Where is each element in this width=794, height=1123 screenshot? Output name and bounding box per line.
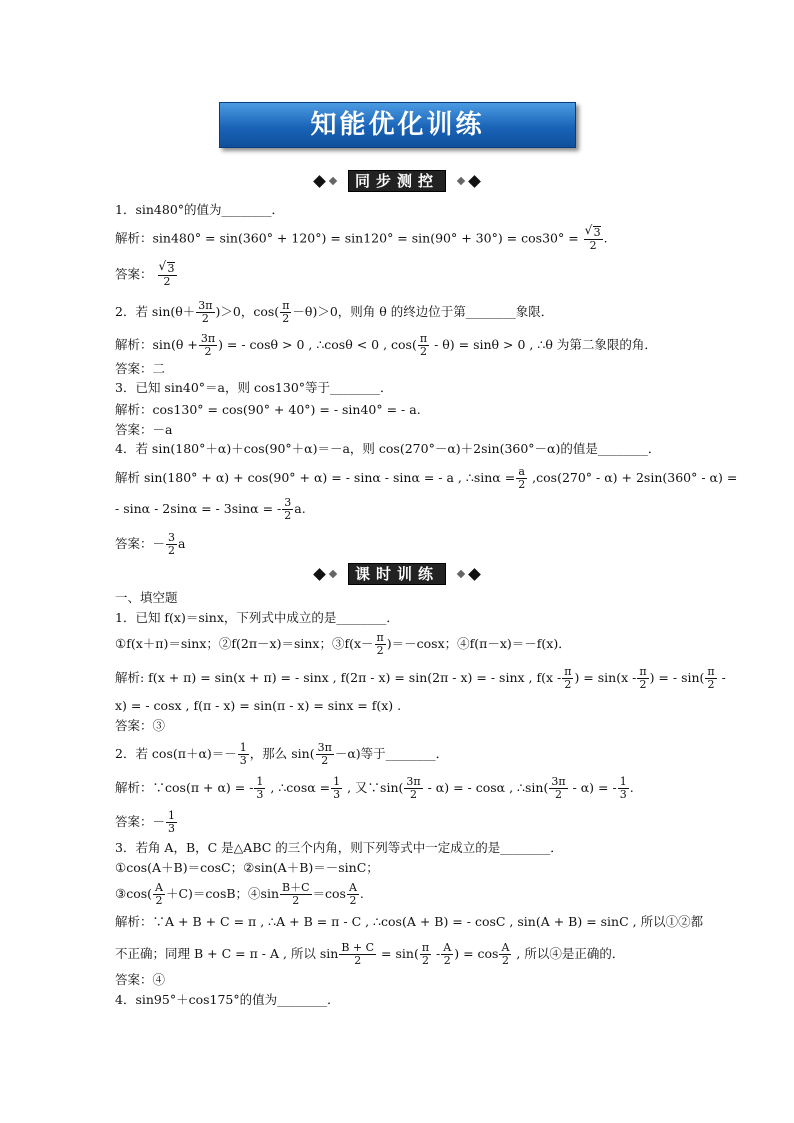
k-solution-3-cont — [115, 942, 624, 967]
text: )＝－cosx；④f(π－x)＝－f(x)． — [386, 636, 571, 651]
fraction — [280, 300, 291, 325]
num: 3π — [551, 775, 566, 788]
num: a — [518, 465, 525, 478]
num: 3 — [168, 531, 176, 544]
sqrt: √ 3 — [167, 262, 175, 275]
text: 答案： — [115, 266, 153, 282]
k-question-4: 4．sin95°＋cos175°的值为________． — [115, 992, 340, 1007]
fraction — [637, 666, 648, 691]
num: π — [564, 665, 572, 678]
answer-2: 答案：二 — [115, 361, 166, 376]
den: 2 — [410, 788, 417, 801]
num: A — [443, 941, 452, 954]
fraction — [584, 226, 603, 252]
den: 2 — [554, 788, 562, 801]
text: . — [603, 230, 608, 246]
fraction — [316, 742, 334, 767]
text: ①f(x＋π)＝sinx；②f(2π－x)＝sinx；③f(x－ — [115, 636, 374, 651]
den: 2 — [707, 678, 715, 691]
num: π — [421, 941, 430, 954]
num: π — [639, 665, 647, 678]
solution-3: 解析：cos130° = cos(90° + 40°) = - sin40° = - a. — [115, 402, 421, 417]
text: - sinα - 2sinα = - 3sinα = - — [115, 501, 282, 516]
k-options-3a: ①cos(A＋B)＝cosC；②sin(A＋B)＝－sinC； — [115, 860, 379, 875]
fraction — [549, 776, 567, 801]
text: - — [432, 946, 441, 961]
fraction — [254, 776, 265, 801]
solution-4 — [115, 466, 737, 491]
text: ) = sin(x - — [574, 670, 637, 685]
solution-4-cont — [115, 497, 306, 522]
k-question-2 — [115, 742, 448, 767]
text: - α) = - cosα , ∴sin( — [423, 780, 549, 795]
num: 3π — [198, 299, 213, 312]
question-2 — [115, 300, 553, 325]
k-question-3: 3．若角 A，B，C 是△ABC 的三个内角，则下列等式中一定成立的是________． — [115, 840, 563, 855]
num: 3 — [284, 496, 292, 509]
solution-1 — [115, 226, 608, 252]
k-solution-1 — [115, 666, 726, 691]
diamond-icon — [457, 177, 465, 185]
page-banner: 知能优化训练 — [219, 102, 576, 148]
text: 解析: f(x + π) = sin(x + π) = - sinx , f(2π - x) = sin(2π - x) = - sinx , f(x - — [115, 670, 562, 685]
den: 2 — [518, 478, 526, 491]
num: 1 — [333, 775, 341, 788]
text: ＝cos — [312, 886, 346, 901]
den: 2 — [443, 954, 451, 967]
den: 2 — [284, 509, 292, 522]
question-3: 3．已知 sin40°＝a，则 cos130°等于________． — [115, 380, 393, 395]
fraction — [499, 942, 511, 967]
text: －θ)＞0，则角 θ 的终边位于第________象限． — [292, 304, 554, 319]
text: - θ) = sinθ > 0 , ∴θ 为第二象限的角． — [430, 337, 657, 352]
diamond-icon — [468, 568, 481, 581]
fraction — [420, 942, 431, 967]
den: 2 — [564, 678, 572, 691]
fraction — [238, 742, 249, 767]
section-sync-header — [0, 170, 794, 192]
den: 2 — [292, 894, 300, 907]
den: 2 — [589, 239, 597, 252]
den: 3 — [256, 788, 264, 801]
num: B + C — [341, 941, 375, 954]
text: ) = - sin( — [649, 670, 705, 685]
text: )＞0，cos( — [215, 304, 280, 319]
fraction — [418, 333, 429, 358]
num: 1 — [256, 775, 264, 788]
text: 不正确；同理 B + C = π - A , 所以 sin — [115, 946, 339, 961]
num: 3π — [200, 332, 216, 345]
diamond-icon — [457, 570, 465, 578]
text: = sin( — [377, 946, 419, 961]
text: －α)等于________． — [334, 746, 449, 761]
den: 2 — [168, 544, 176, 557]
text: - — [717, 670, 726, 685]
diamond-icon — [313, 175, 326, 188]
section-lesson-header — [0, 563, 794, 585]
text: 答案：－ — [115, 536, 166, 551]
diamond-icon — [313, 568, 326, 581]
text: , 所以④是正确的． — [512, 946, 625, 961]
fraction — [153, 882, 165, 907]
text: ＋C)＝cosB；④sin — [165, 886, 280, 901]
num: A — [501, 941, 510, 954]
text: 答案：－ — [115, 814, 166, 829]
section-label: 课时训练 — [348, 563, 446, 585]
text: - α) = - — [568, 780, 617, 795]
num: π — [376, 631, 384, 644]
text: a — [178, 536, 186, 551]
den: 2 — [349, 894, 357, 907]
k-options-3b — [115, 882, 364, 907]
fraction — [282, 497, 293, 522]
den: 2 — [204, 345, 212, 358]
answer-4 — [115, 532, 185, 557]
fraction — [331, 776, 342, 801]
num: 3π — [317, 741, 332, 754]
text: 2．若 sin(θ＋ — [115, 304, 196, 319]
text: ③cos( — [115, 886, 153, 901]
fraction — [196, 300, 214, 325]
den: 2 — [201, 312, 209, 325]
text: ) = cos — [454, 946, 499, 961]
text: ,cos(270° - α) + 2sin(360° - α) = — [528, 470, 738, 485]
num: π — [419, 332, 428, 345]
text: 解析：∵cos(π + α) = - — [115, 780, 254, 795]
num: π — [707, 665, 715, 678]
fill-title: 一、填空题 — [115, 590, 178, 605]
text: a. — [294, 501, 306, 516]
den: 3 — [333, 788, 341, 801]
den: 2 — [639, 678, 647, 691]
den: 2 — [501, 954, 509, 967]
fraction — [166, 532, 177, 557]
k-solution-3: 解析：∵A + B + C = π , ∴A + B = π - C , ∴cos(A + B) = - cosC , sin(A + B) = sinC , 所以①②都 — [115, 914, 704, 929]
den: 3 — [239, 754, 247, 767]
k-answer-3: 答案：④ — [115, 972, 166, 987]
question-1: 1．sin480°的值为________． — [115, 202, 285, 217]
den: 2 — [421, 954, 429, 967]
num: 1 — [168, 809, 176, 822]
text: 解析：sin480° = sin(360° + 120°) = sin120° = sin(90° + 30°) = cos30° = — [115, 230, 579, 246]
question-4: 4．若 sin(180°＋α)＋cos(90°＋α)＝－a，则 cos(270°－α)＋2sin(360°－α)的值是________． — [115, 441, 661, 456]
den: 2 — [163, 275, 171, 288]
fraction — [347, 882, 359, 907]
answer-1 — [115, 262, 178, 288]
num: 1 — [619, 775, 627, 788]
text: . — [629, 780, 634, 795]
diamond-icon — [329, 177, 337, 185]
num: A — [155, 881, 163, 894]
den: 2 — [354, 954, 362, 967]
den: 3 — [619, 788, 627, 801]
fraction — [158, 262, 177, 288]
fraction — [562, 666, 573, 691]
k-options-1 — [115, 632, 571, 657]
fraction — [339, 942, 376, 967]
den: 2 — [282, 312, 290, 325]
den: 2 — [376, 644, 384, 657]
num: π — [282, 299, 290, 312]
text: 2．若 cos(π＋α)＝－ — [115, 746, 237, 761]
diamond-icon — [329, 570, 337, 578]
num: 3π — [406, 775, 421, 788]
num: B＋C — [282, 881, 310, 894]
fraction — [166, 810, 177, 835]
fraction — [441, 942, 453, 967]
fraction — [404, 776, 422, 801]
fraction — [199, 333, 217, 358]
text: , 又∵sin( — [343, 780, 404, 795]
k-answer-1: 答案：③ — [115, 718, 166, 733]
k-solution-2 — [115, 776, 634, 801]
num: A — [348, 881, 357, 894]
text: , ∴cosα = — [266, 780, 331, 795]
answer-3: 答案：－a — [115, 422, 173, 437]
text: . — [359, 886, 364, 901]
fraction — [516, 466, 527, 491]
sqrt: √ 3 — [593, 226, 601, 239]
text: 解析 sin(180° + α) + cos(90° + α) = - sinα - sinα = - a , ∴sinα = — [115, 470, 516, 485]
solution-2 — [115, 333, 657, 358]
k-question-1: 1．已知 f(x)＝sinx，下列式中成立的是________． — [115, 610, 399, 625]
diamond-icon — [468, 175, 481, 188]
den: 3 — [168, 822, 176, 835]
num: 1 — [239, 741, 247, 754]
fraction — [375, 632, 386, 657]
section-label: 同步测控 — [348, 170, 446, 192]
k-solution-1-cont: x) = - cosx , f(π - x) = sin(π - x) = sinx = f(x) . — [115, 698, 402, 713]
den: 2 — [419, 345, 427, 358]
den: 2 — [321, 754, 329, 767]
text: ，那么 sin( — [249, 746, 315, 761]
k-answer-2 — [115, 810, 178, 835]
den: 2 — [155, 894, 163, 907]
text: 解析：sin(θ + — [115, 337, 198, 352]
fraction — [705, 666, 716, 691]
fraction — [280, 882, 312, 907]
text: ) = - cosθ > 0 , ∴cosθ < 0 , cos( — [218, 337, 417, 352]
fraction — [618, 776, 629, 801]
